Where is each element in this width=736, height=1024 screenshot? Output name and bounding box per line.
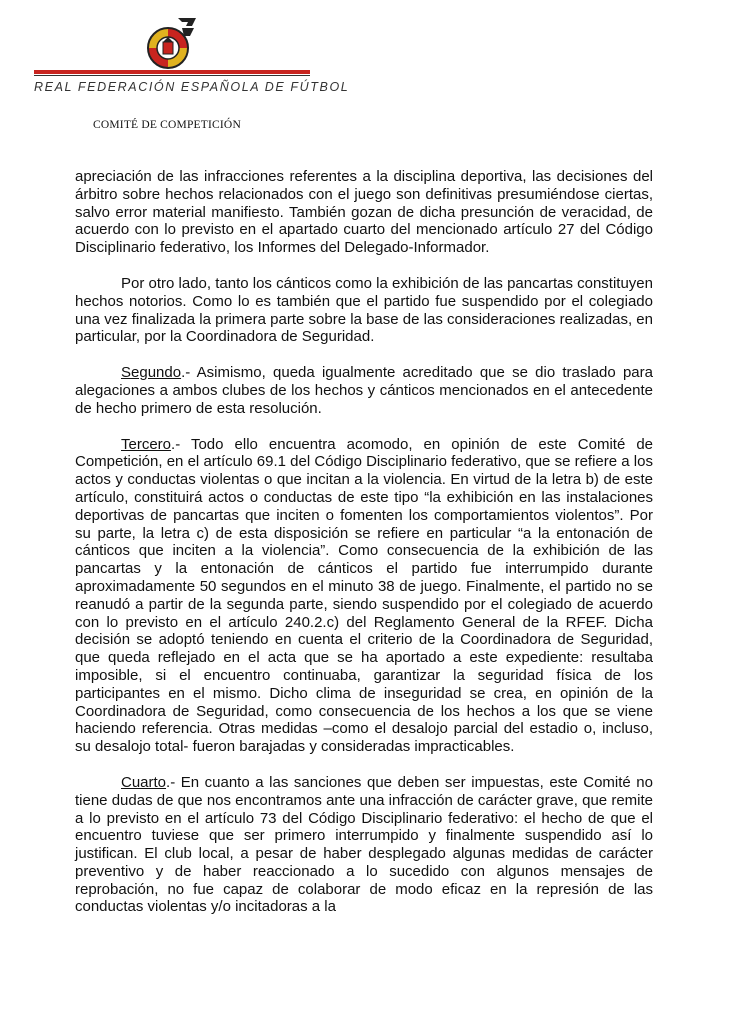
paragraph-text: .- Todo ello encuentra acomodo, en opinión de este Comité de Competición, en el artículo 69.1 del Código Disciplinario federativo, que se refiere a los actos y conductas violentas o que incitan a la violencia. En virtud de la letra b) de este artículo, constituirá actos o conductas de este tipo “la exhibición en las instalaciones deportivas de pancartas que inciten o fomenten los comportamientos violentos”. Por su parte, la letra c) de esta disposición se refiere en particular “a la entonación de cánticos que inciten a la violencia”. Como consecuencia de la exhibición de las pancartas y la entonación de cánticos el partido fue interrumpido durante aproximadamente 50 segundos en el minuto 38 de juego. Finalmente, el partido no se reanudó a partir de la segunda parte, siendo suspendido por el colegiado de acuerdo con lo previsto en el artículo 240.2.c) del Reglamento General de la RFEF. Dicha decisión se adoptó teniendo en cuenta el criterio de la Coordinadora de Seguridad, que queda reflejado en el acta que se ha aportado a este expediente: resultaba imposible, si el encuentro continuaba, garantizar la seguridad física de los participantes en el mismo. Dicho clima de inseguridad se crea, en opinión de la Coordinadora de Seguridad, como consecuencia de los hechos a los que se viene haciendo referencia. Otras medidas –como el desalojo parcial del estadio o, incluso, su desalojo total- fueron barajadas y consideradas impracticables. [75, 435, 653, 756]
document-body [75, 168, 653, 916]
paragraph-notorious-facts [75, 275, 653, 346]
committee-name: COMITÉ DE COMPETICIÓN [93, 119, 241, 131]
rfef-crest-icon [142, 14, 202, 74]
paragraph-continuation [75, 168, 653, 257]
header-rule-red [34, 70, 310, 74]
paragraph-cuarto [75, 774, 653, 916]
paragraph-segundo [75, 364, 653, 417]
federation-name: REAL FEDERACIÓN ESPAÑOLA DE FÚTBOL [34, 80, 350, 94]
section-heading: Segundo [121, 364, 182, 382]
paragraph-tercero [75, 436, 653, 756]
paragraph-text: apreciación de las infracciones referentes a la disciplina deportiva, las decisiones del árbitro sobre hechos relacionados con el juego son definitivas presumiéndose ciertas, salvo error material manifiesto. También gozan de dicha presunción de veracidad, de acuerdo con lo previsto en el apartado cuarto del mencionado artículo 27 del Código Disciplinario federativo, los Informes del Delegado-Informador. [75, 168, 653, 257]
header-rule-dark [34, 75, 310, 76]
section-heading: Tercero [121, 435, 172, 453]
section-heading: Cuarto [121, 773, 167, 791]
paragraph-text: .- En cuanto a las sanciones que deben ser impuestas, este Comité no tiene dudas de que nos encontramos ante una infracción de carácter grave, que remite a lo previsto en el artículo 73 del Código Disciplinario federativo: el hecho de que el encuentro tuviese que ser primero interrumpido y finalmente suspendido así lo justifican. El club local, a pesar de haber desplegado algunas medidas de carácter preventivo y de haber reaccionado a lo sucedido con algunos mensajes de reprobación, no fue capaz de colaborar de modo eficaz en la represión de las conductas violentas y/o incitadoras a la [75, 773, 653, 916]
paragraph-text: Por otro lado, tanto los cánticos como la exhibición de las pancartas constituyen hechos notorios. Como lo es también que el partido fue suspendido por el colegiado una vez finalizada la primera parte sobre la base de las consideraciones realizadas, en particular, por la Coordinadora de Seguridad. [75, 274, 653, 346]
paragraph-text: .- Asimismo, queda igualmente acreditado que se dio traslado para alegaciones a ambos clubes de los hechos y cánticos mencionados en el antecedente de hecho primero de esta resolución. [75, 364, 653, 417]
letterhead [0, 0, 736, 140]
